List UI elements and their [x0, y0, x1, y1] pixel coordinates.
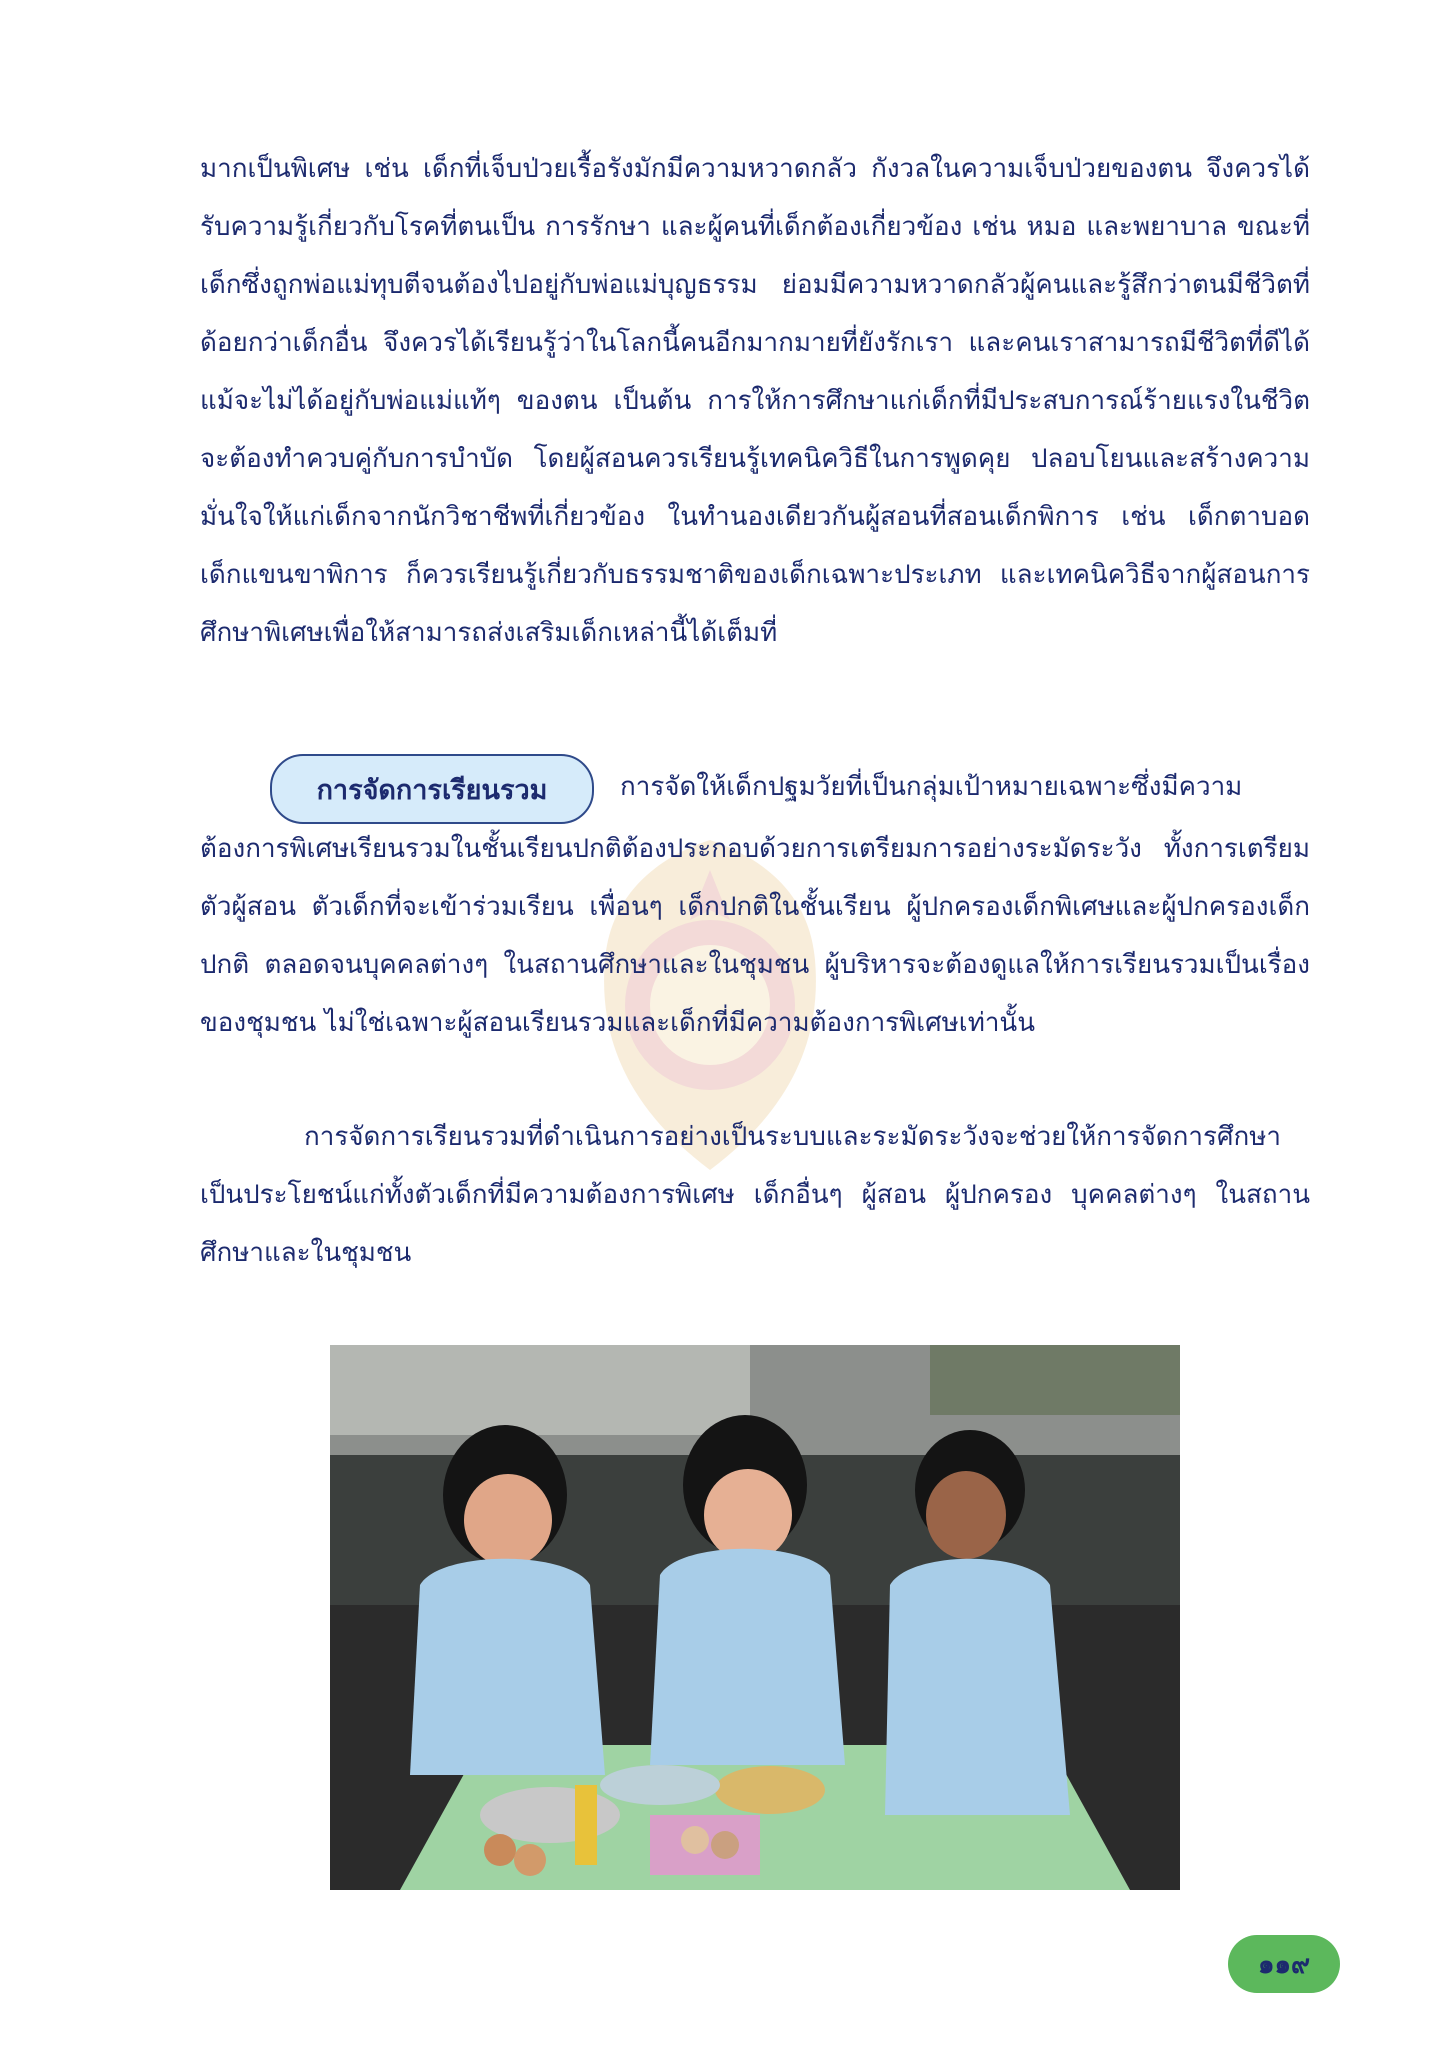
page-number-badge: ๑๑๙: [1228, 1935, 1340, 1993]
body-paragraph-3: การจัดการเรียนรวมที่ดำเนินการอย่างเป็นระบบและระมัดระวังจะช่วยให้การจัดการศึกษาเป็นประโยชน์แก่ทั้งตัวเด็กที่มีความต้องการพิเศษ เด็กอื่นๆ ผู้สอน ผู้ปกครอง บุคคลต่างๆ ในสถานศึกษาและในชุมชน: [200, 1122, 1310, 1268]
body-paragraph-1: มากเป็นพิเศษ เช่น เด็กที่เจ็บป่วยเรื้อรังมักมีความหวาดกลัว กังวลในความเจ็บป่วยของตน จึงควรได้รับความรู้เกี่ยวกับโรคที่ตนเป็น การรักษา และผู้คนที่เด็กต้องเกี่ยวข้อง เช่น หมอ และพยาบาล ขณะที่เด็กซึ่งถูกพ่อแม่ทุบตีจนต้องไปอยู่กับพ่อแม่บุญธรรม ย่อมมีความหวาดกลัวผู้คนและรู้สึกว่าตนมีชีวิตที่ด้อยกว่าเด็กอื่น จึงควรได้เรียนรู้ว่าในโลกนี้คนอีกมากมายที่ยังรักเรา และคนเราสามารถมีชีวิตที่ดีได้แม้จะไม่ได้อยู่กับพ่อแม่แท้ๆ ของตน เป็นต้น การให้การศึกษาแก่เด็กที่มีประสบการณ์ร้ายแรงในชีวิตจะต้องทำควบคู่กับการบำบัด โดยผู้สอนควรเรียนรู้เทคนิควิธีในการพูดคุย ปลอบโยนและสร้างความมั่นใจให้แก่เด็กจากนักวิชาชีพที่เกี่ยวข้อง ในทำนองเดียวกันผู้สอนที่สอนเด็กพิการ เช่น เด็กตาบอด เด็กแขนขาพิการ ก็ควรเรียนรู้เกี่ยวกับธรรมชาติของเด็กเฉพาะประเภท และเทคนิควิธีจากผู้สอนการศึกษาพิเศษเพื่อให้สามารถส่งเสริมเด็กเหล่านี้ได้เต็มที่: [200, 154, 1310, 648]
classroom-photo: [330, 1345, 1180, 1890]
body-paragraph-2: ต้องการพิเศษเรียนรวมในชั้นเรียนปกติต้องประกอบด้วยการเตรียมการอย่างระมัดระวัง ทั้งการเตรียมตัวผู้สอน ตัวเด็กที่จะเข้าร่วมเรียน เพื่อนๆ เด็กปกติในชั้นเรียน ผู้ปกครองเด็กพิเศษและผู้ปกครองเด็กปกติ ตลอดจนบุคคลต่างๆ ในสถานศึกษาและในชุมชน ผู้บริหารจะต้องดูแลให้การเรียนรวมเป็นเรื่องของชุมชน ไม่ใช่เฉพาะผู้สอนเรียนรวมและเด็กที่มีความต้องการพิเศษเท่านั้น: [200, 834, 1310, 1038]
section-lead-text: การจัดให้เด็กปฐมวัยที่เป็นกลุ่มเป้าหมายเฉพาะซึ่งมีความ: [620, 772, 1243, 802]
section-heading: การจัดการเรียนรวม: [270, 754, 594, 824]
